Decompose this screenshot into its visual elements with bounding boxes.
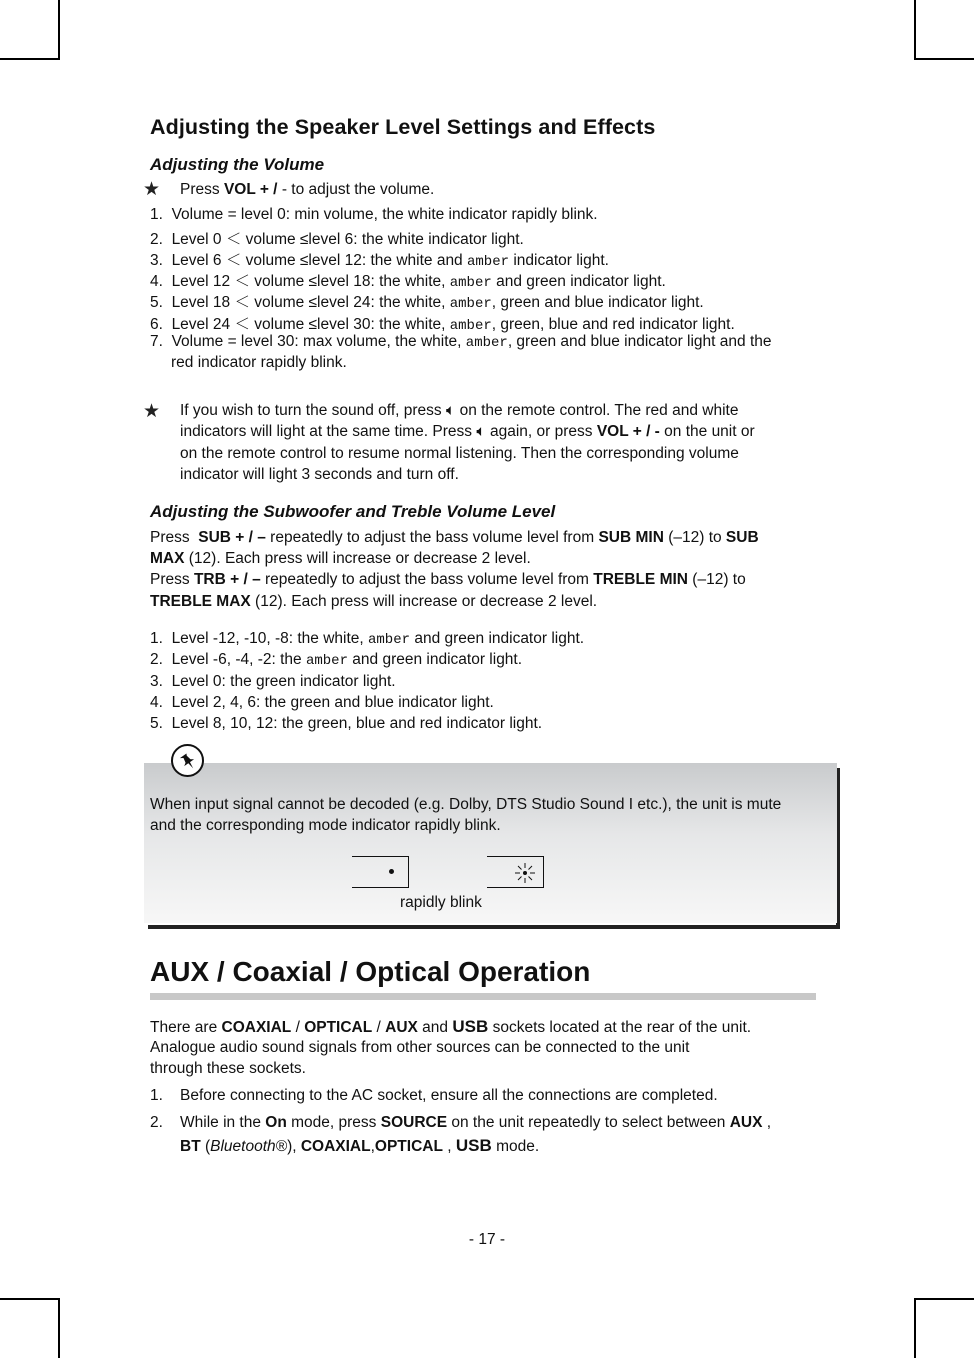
list-item: 3. Level 6 ＜ volume ≤level 12: the white and amber indicator light. <box>150 252 609 270</box>
list-item-continuation: red indicator rapidly blink. <box>171 354 347 371</box>
title-underline <box>150 993 816 1000</box>
aux-paragraph-1: There are COAXIAL / OPTICAL / AUX and USB sockets located at the rear of the unit. <box>150 1017 752 1036</box>
mute-line-3: on the remote control to resume normal listening. Then the corresponding volume <box>180 445 739 462</box>
list-item: 5. Level 8, 10, 12: the green, blue and red indicator light. <box>150 715 543 732</box>
star-icon: ★ <box>143 179 161 200</box>
sub-paragraph-cont: MAX (12). Each press will increase or decrease 2 level. <box>150 550 531 567</box>
pushpin-icon <box>171 744 204 777</box>
list-item: 1. Volume = level 0: min volume, the white indicator rapidly blink. <box>150 206 598 223</box>
aux-title: AUX / Coaxial / Optical Operation <box>150 956 591 987</box>
note-line-1: When input signal cannot be decoded (e.g. Dolby, DTS Studio Sound I etc.), the unit is mute <box>150 796 782 813</box>
note-box <box>144 763 837 923</box>
page-number: - 17 - <box>468 1231 506 1248</box>
aux-step-2: 2. While in the On mode, press SOURCE on the unit repeatedly to select between AUX , <box>150 1114 772 1131</box>
treble-paragraph: Press TRB + / – repeatedly to adjust the bass volume level from TREBLE MIN (–12) to <box>150 571 746 588</box>
aux-paragraph-3: through these sockets. <box>150 1060 306 1077</box>
subtreble-heading: Adjusting the Subwoofer and Treble Volume Level <box>150 502 556 521</box>
list-item: 4. Level 2, 4, 6: the green and blue indicator light. <box>150 694 494 711</box>
crop-mark <box>58 1298 60 1358</box>
list-item: 6. Level 24 ＜ volume ≤level 30: the white, amber, green, blue and red indicator light. <box>150 316 735 334</box>
mute-icon: 🔈︎ <box>445 402 456 419</box>
volume-heading: Adjusting the Volume <box>150 155 325 174</box>
crop-mark <box>914 0 916 60</box>
list-item: 2. Level 0 ＜ volume ≤level 6: the white indicator light. <box>150 231 524 248</box>
note-line-2: and the corresponding mode indicator rapidly blink. <box>150 817 501 834</box>
list-item: 7. Volume = level 30: max volume, the white, amber, green and blue indicator light and the <box>150 333 772 351</box>
list-item: 1. Level -12, -10, -8: the white, amber and green indicator light. <box>150 630 585 648</box>
aux-paragraph-2: Analogue audio sound signals from other sources can be connected to the unit <box>150 1039 690 1056</box>
crop-mark <box>58 0 60 60</box>
mute-line-4: indicator will light 3 seconds and turn off. <box>180 466 459 483</box>
list-item: 4. Level 12 ＜ volume ≤level 18: the white, amber and green indicator light. <box>150 273 666 291</box>
list-item: 3. Level 0: the green indicator light. <box>150 673 396 690</box>
note-shadow <box>148 925 840 929</box>
blink-icon <box>514 862 536 884</box>
crop-mark <box>0 1298 60 1300</box>
indicator-blinking <box>487 856 544 888</box>
mute-icon: 🔈︎ <box>476 423 486 440</box>
crop-mark <box>0 58 60 60</box>
aux-step-2-cont: BT (Bluetooth®), COAXIAL,OPTICAL , USB mode. <box>180 1136 540 1155</box>
star-icon: ★ <box>143 401 161 422</box>
section-title: Adjusting the Speaker Level Settings and Effects <box>150 115 656 139</box>
indicator-steady <box>352 856 409 888</box>
list-item: 5. Level 18 ＜ volume ≤level 24: the white, amber, green and blue indicator light. <box>150 294 704 312</box>
crop-mark <box>914 1298 974 1300</box>
mute-line-2: indicators will light at the same time. Press 🔈︎ again, or press VOL + / - on the unit or <box>180 423 755 440</box>
mute-line-1: If you wish to turn the sound off, press 🔈︎ on the remote control. The red and white <box>180 402 739 419</box>
list-item: 2. Level -6, -4, -2: the amber and green indicator light. <box>150 651 523 669</box>
volume-intro: Press VOL + / - to adjust the volume. <box>180 181 435 198</box>
sub-paragraph: Press SUB + / – repeatedly to adjust the bass volume level from SUB MIN (–12) to SUB <box>150 529 759 546</box>
treble-paragraph-cont: TREBLE MAX (12). Each press will increase or decrease 2 level. <box>150 593 598 610</box>
crop-mark <box>914 1298 916 1358</box>
indicator-dot <box>389 869 394 874</box>
aux-step-1: 1. Before connecting to the AC socket, ensure all the connections are completed. <box>150 1087 718 1104</box>
crop-mark <box>914 58 974 60</box>
blink-caption: rapidly blink <box>400 894 482 911</box>
